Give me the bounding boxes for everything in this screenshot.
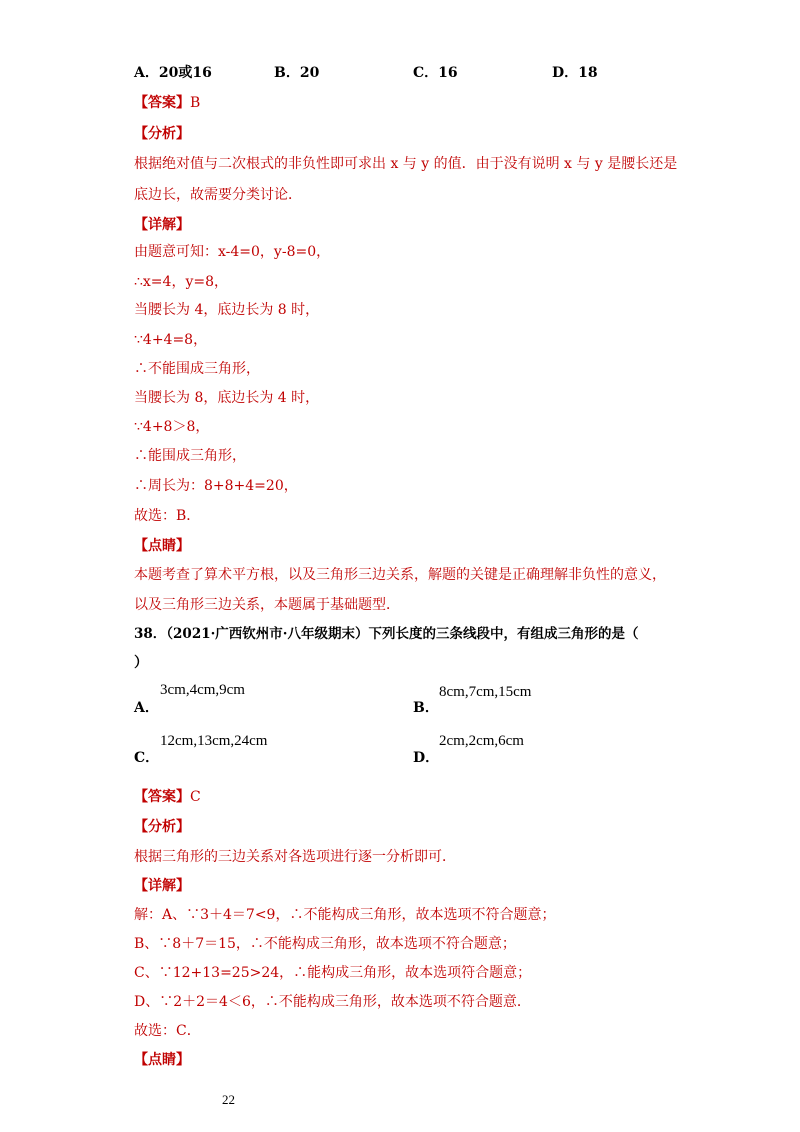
detail-line: ∴x=4，y=8， bbox=[134, 274, 228, 290]
detail-line: 由题意可知：x-4=0，y-8=0， bbox=[134, 244, 331, 260]
q38-stem: ） bbox=[134, 655, 148, 671]
q38-option-a-value: 3cm,4cm,9cm bbox=[160, 682, 245, 698]
answer-tag: 【答案】 bbox=[134, 789, 190, 805]
detail-line: 故选：C． bbox=[134, 1023, 201, 1039]
answer-tag: 【答案】 bbox=[134, 95, 190, 111]
q37-option-b: B．20 bbox=[274, 65, 320, 81]
q38-answer bbox=[134, 787, 201, 807]
q38-option-a-letter: A． bbox=[134, 700, 159, 716]
analysis-text: 根据绝对值与二次根式的非负性即可求出 x 与 y 的值．由于没有说明 x 与 y 是腰长还是 bbox=[134, 156, 678, 172]
comment-tag: 【点睛】 bbox=[134, 538, 190, 554]
q38-stem: 38．（2021·广西钦州市·八年级期末）下列长度的三条线段中，有组成三角形的是（ bbox=[134, 626, 639, 642]
q38-option-d-value: 2cm,2cm,6cm bbox=[439, 733, 524, 749]
q37-option-d: D．18 bbox=[552, 65, 598, 81]
q38-option-c-letter: C． bbox=[134, 750, 160, 766]
detail-line: ∵4+4=8， bbox=[134, 332, 208, 348]
detail-line: 解：A、∵3＋4＝7<9，∴不能构成三角形，故本选项不符合题意； bbox=[134, 907, 556, 923]
detail-line: ∴不能围成三角形， bbox=[134, 361, 260, 377]
detail-line: 故选：B． bbox=[134, 508, 201, 524]
detail-line: ∴能围成三角形， bbox=[134, 448, 246, 464]
detail-line: D、∵2＋2＝4＜6，∴不能构成三角形，故本选项不符合题意． bbox=[134, 994, 531, 1010]
analysis-text: 底边长，故需要分类讨论． bbox=[134, 187, 302, 203]
answer-value: B bbox=[190, 95, 201, 111]
detail-tag: 【详解】 bbox=[134, 878, 190, 894]
analysis-tag: 【分析】 bbox=[134, 819, 190, 835]
detail-line: C、∵12+13=25>24，∴能构成三角形，故本选项符合题意； bbox=[134, 965, 532, 981]
detail-line: 当腰长为 4，底边长为 8 时， bbox=[134, 302, 320, 318]
comment-tag: 【点睛】 bbox=[134, 1052, 190, 1068]
q38-option-d-letter: D． bbox=[413, 750, 440, 766]
analysis-text: 根据三角形的三边关系对各选项进行逐一分析即可． bbox=[134, 849, 456, 865]
comment-text: 本题考查了算术平方根，以及三角形三边关系，解题的关键是正确理解非负性的意义， bbox=[134, 567, 666, 583]
comment-text: 以及三角形三边关系，本题属于基础题型． bbox=[134, 597, 400, 613]
q38-option-c-value: 12cm,13cm,24cm bbox=[160, 733, 268, 749]
page-number: 22 bbox=[222, 1092, 235, 1107]
q37-answer bbox=[134, 93, 200, 113]
detail-line: B、∵8＋7＝15，∴不能构成三角形，故本选项不符合题意； bbox=[134, 936, 516, 952]
q38-option-b-letter: B． bbox=[413, 700, 439, 716]
q37-option-a: A．20或16 bbox=[134, 65, 212, 81]
detail-line: ∴周长为：8+8+4=20， bbox=[134, 478, 298, 494]
q38-option-b-value: 8cm,7cm,15cm bbox=[439, 684, 532, 700]
detail-tag: 【详解】 bbox=[134, 217, 190, 233]
detail-line: ∵4+8＞8， bbox=[134, 419, 210, 435]
q37-option-c: C．16 bbox=[413, 65, 458, 81]
analysis-tag: 【分析】 bbox=[134, 126, 190, 142]
answer-value: C bbox=[190, 789, 201, 805]
detail-line: 当腰长为 8，底边长为 4 时， bbox=[134, 390, 320, 406]
